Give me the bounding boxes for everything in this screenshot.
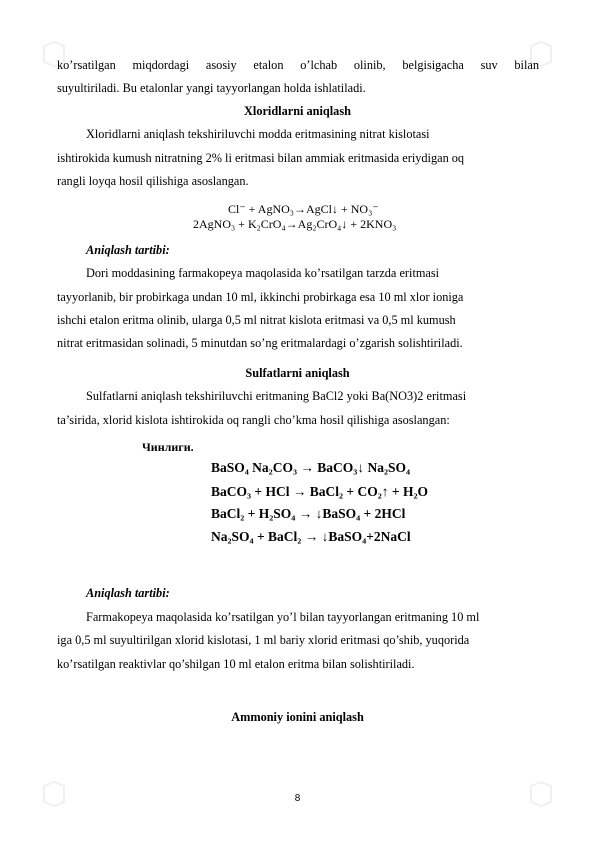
paragraph-line: ishtirokida kumush nitratning 2% li eritmasi bilan ammiak eritmasida eriydigan oq xyxy=(57,151,465,165)
chemical-equation: BaCl₂ + H₂SO₄ → ↓BaSO₄ + 2HCl xyxy=(211,506,406,521)
section-heading-sulfates: Sulfatlarni aniqlash xyxy=(245,366,350,380)
chemical-equation: BaSO₄ Na₂CO₃ → BaCO₃↓ Na₂SO₄ xyxy=(211,460,411,475)
chemical-equation: Cl⁻ + AgNO₃→AgCl↓ + NO₃⁻ xyxy=(228,202,379,216)
paragraph-line: rangli loyqa hosil qilishiga asoslangan. xyxy=(57,174,249,188)
paragraph-line: Farmakopeya maqolasida ko’rsatilgan yo’l bilan tayyorlangan eritmaning 10 ml xyxy=(86,610,480,624)
paragraph-line: Dori moddasining farmakopeya maqolasida ko’rsatilgan tarzda eritmasi xyxy=(86,266,440,280)
paragraph-line: suyultiriladi. Bu etalonlar yangi tayyorlangan holda ishlatiladi. xyxy=(57,81,366,95)
paragraph-line: Xloridlarni aniqlash tekshiriluvchi modda eritmasining nitrat kislotasi xyxy=(86,127,430,141)
paragraph-line: ishchi etalon eritma olinib, ularga 0,5 ml nitrat kislota eritmasi va 0,5 ml kumush xyxy=(57,313,456,327)
paragraph-line: nitrat eritmasidan solinadi, 5 minutdan so’ng eritmalardagi o’zgarish solishtiriladi. xyxy=(57,336,463,350)
paragraph-line: ko’rsatilgan miqdordagi asosiy etalon o’lchab olinib, belgisigacha suv bilan xyxy=(57,58,539,72)
paragraph-line: tayyorlanib, bir probirkaga undan 10 ml, ikkinchi probirkaga esa 10 ml xlor ioniga xyxy=(57,290,464,304)
procedure-title: Aniqlash tartibi: xyxy=(86,586,170,600)
chemical-equation: Na₂SO₄ + BaCl₂ → ↓BaSO₄+2NaCl xyxy=(211,529,411,544)
chemical-equation: BaCO₃ + HCl → BaCl₂ + CO₂↑ + H₂O xyxy=(211,484,429,499)
formula-label: Чинлиги. xyxy=(142,440,194,454)
paragraph-line: iga 0,5 ml suyultirilgan xlorid kislotasi, 1 ml bariy xlorid eritmasi qo’shib, yuqorida xyxy=(57,633,470,647)
procedure-title: Aniqlash tartibi: xyxy=(86,243,170,257)
section-heading-chlorides: Xloridlarni aniqlash xyxy=(244,104,351,118)
chemical-equation: 2AgNO₃ + K₂CrO₄→Ag₂CrO₄↓ + 2KNO₃ xyxy=(193,217,397,231)
paragraph-line: ta’sirida, xlorid kislota ishtirokida oq rangli cho’kma hosil qilishiga asoslangan: xyxy=(57,413,450,427)
section-heading-ammonium: Ammoniy ionini aniqlash xyxy=(231,710,364,724)
page-number: 8 xyxy=(294,793,301,804)
paragraph-line: ko’rsatilgan reaktivlar qo’shilgan 10 ml etalon eritma bilan solishtiriladi. xyxy=(57,657,415,671)
paragraph-line: Sulfatlarni aniqlash tekshiriluvchi eritmaning BaCl2 yoki Ba(NO3)2 eritmasi xyxy=(86,389,467,403)
